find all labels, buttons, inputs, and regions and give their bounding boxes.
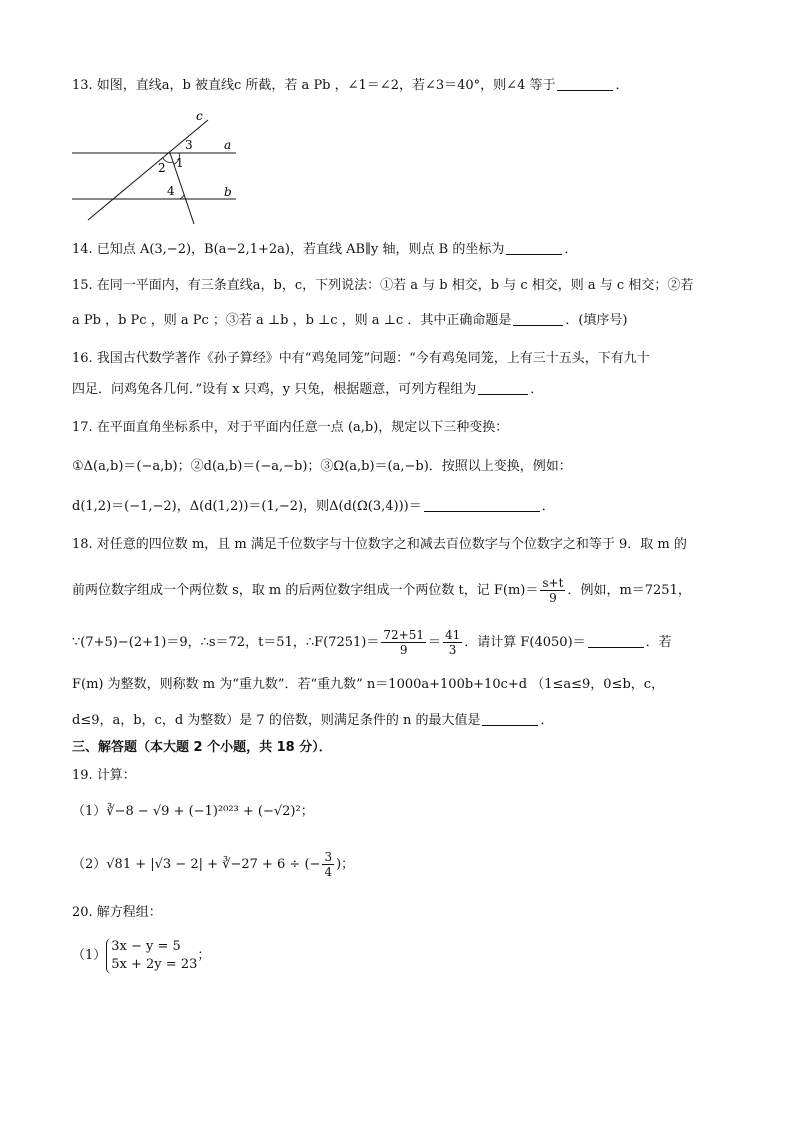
q18-text-3b: ．请计算 F(4050)＝: [464, 635, 586, 650]
q14-answer-blank[interactable]: [506, 240, 562, 255]
question-13: [72, 76, 754, 96]
q15-answer-blank[interactable]: [513, 311, 563, 326]
label-c: c: [196, 109, 203, 123]
question-14: [72, 240, 754, 260]
line-c: [88, 120, 208, 220]
question-18-line-3: ∵(7+5)−(2+1)＝9，∴s＝72，t＝51，∴F(7251)＝ $\frac{72+51}{9}$ ＝ $\frac{41}{3}$ ．请计算 F(4050)＝ ．若: [72, 628, 672, 657]
question-17-line-3: [72, 497, 754, 517]
question-18-line-5: [72, 711, 754, 731]
fraction-41-over-3: $\frac{41}{3}$: [444, 628, 461, 657]
q14-tail: ．: [564, 242, 578, 257]
question-18-line-2: [72, 574, 754, 608]
q20-p1-label: （1）: [72, 948, 107, 963]
q18-text-5: d≤9，a，b，c，d 为整数）是 7 的倍数，则满足条件的 n 的最大值是: [72, 713, 481, 728]
q17-answer-blank[interactable]: [424, 497, 540, 512]
fraction-3-over-4: $\frac{3}{4}$: [324, 850, 333, 879]
question-15-line-1: 15. 在同一平面内，有三条直线a，b，c，下列说法：①若 a 与 b 相交，b 与 c 相交，则 a 与 c 相交；②若: [72, 278, 694, 293]
q18-answer-blank-1[interactable]: [588, 633, 644, 648]
q19-p2-tail: )；: [336, 857, 355, 872]
q16-answer-blank[interactable]: [478, 380, 528, 395]
q14-text: 14. 已知点 A(3,−2)，B(a−2,1+2a)，若直线 AB∥y 轴，则点 B 的坐标为: [72, 242, 505, 257]
q13-tail: ．: [615, 78, 629, 93]
equation-2: 5x + 2y = 23: [111, 956, 198, 972]
q13-answer-blank[interactable]: [557, 76, 613, 91]
question-16-line-1: 16. 我国古代数学著作《孙子算经》中有“鸡兔同笼”问题：“今有鸡兔同笼，上有三十五头，下有九十: [72, 351, 650, 366]
q15-text: a Pb ，b Pc ，则 a Pc ；③若 a ⊥b ，b ⊥c ，则 a ⊥c ．其中正确命题是: [72, 313, 512, 328]
q18-text-3c: ．若: [645, 635, 672, 650]
q18-text-3a: ∵(7+5)−(2+1)＝9，∴s＝72，t＝51，∴F(7251)＝: [72, 635, 380, 650]
question-19-title: 19. 计算：: [72, 768, 136, 783]
fraction-123-over-9: $\frac{72+51}{9}$: [383, 628, 424, 657]
question-18-line-4: F(m) 为整数，则称数 m 为“重九数”．若“重九数” n＝1000a+100b+10c+d （1≤a≤9，0≤b，c，: [72, 677, 665, 692]
q13-text: 13. 如图，直线a，b 被直线c 所截，若 a Pb ，∠1＝∠2，若∠3＝40°，则∠4 等于: [72, 78, 556, 93]
angle-4-arc: [178, 195, 184, 199]
label-3: 3: [185, 138, 193, 152]
question-17-line-2: ①Δ(a,b)＝(−a,b)；②d(a,b)＝(−a,−b)；③Ω(a,b)＝(a,−b)．按照以上变换，例如：: [72, 459, 572, 474]
q17-tail: ．: [541, 499, 555, 514]
label-1: 1: [176, 156, 184, 170]
question-18-line-1: 18. 对任意的四位数 m，且 m 满足千位数字与十位数字之和减去百位数字与个位数字之和等于 9．取 m 的: [72, 537, 687, 552]
equation-system: [106, 938, 197, 974]
q16-text: 四足．问鸡兔各几何．”设有 x 只鸡，y 只兔，根据题意，可列方程组为: [72, 382, 477, 397]
question-20-part-1: [72, 936, 754, 976]
q18-text-2a: 前两位数字组成一个两位数 s，取 m 的后两位数字组成一个两位数 t，记 F(m)＝: [72, 583, 539, 598]
question-15-line-2: [72, 311, 754, 331]
question-19-part-2: [72, 848, 754, 882]
q18-tail: ．: [540, 713, 554, 728]
label-4: 4: [167, 184, 175, 198]
question-20-title: 20. 解方程组：: [72, 905, 162, 920]
q16-tail: ．: [530, 382, 544, 397]
question-17-line-1: 17. 在平面直角坐标系中，对于平面内任意一点 (a,b)，规定以下三种变换：: [72, 420, 509, 435]
q19-p2-text: （2）√81 + |√3 − 2| + ∛−27 + 6 ÷ (−: [72, 857, 321, 872]
q17-text: d(1,2)＝(−1,−2)，Δ(d(1,2))＝(1,−2)，则Δ(d(Ω(3,4)))＝: [72, 499, 422, 514]
fraction-s-plus-t-over-9: $\frac{s+t}{9}$: [542, 576, 564, 605]
question-19-part-1: （1）∛−8 − √9 + (−1)²⁰²³ + (−√2)²；: [72, 804, 314, 819]
equation-1: 3x − y = 5: [111, 938, 181, 954]
q20-p1-tail: ；: [197, 948, 211, 963]
label-b: b: [224, 185, 232, 199]
q18-answer-blank-2[interactable]: [482, 711, 538, 726]
q18-text-2b: ．例如，m＝7251，: [567, 583, 691, 598]
q15-tail: ．(填序号): [565, 313, 628, 328]
label-a: a: [224, 138, 232, 152]
section-3-heading: 三、解答题（本大题 2 个小题，共 18 分）．: [72, 740, 332, 755]
question-16-line-2: [72, 380, 754, 400]
label-2: 2: [158, 161, 166, 175]
q13-figure: [70, 108, 250, 228]
